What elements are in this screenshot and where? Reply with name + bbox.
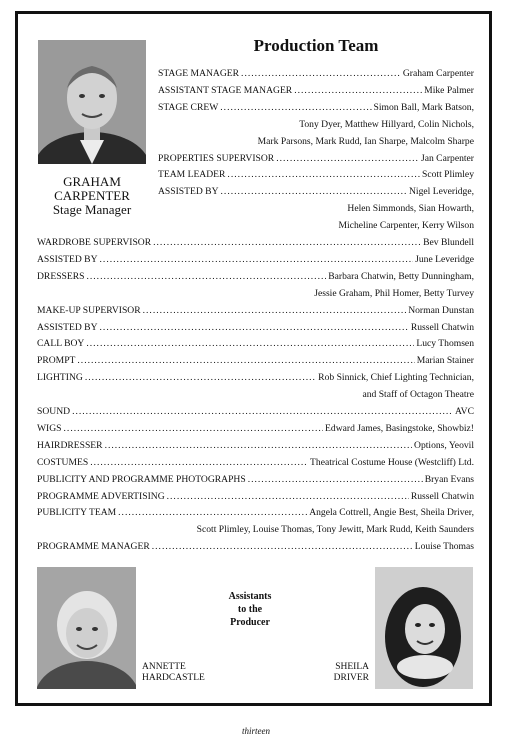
- credit-name: Scott Plimley: [422, 169, 474, 181]
- credit-role: PROGRAMME MANAGER: [37, 541, 150, 553]
- dot-leader: [221, 186, 407, 197]
- graham-first-name: GRAHAM: [63, 174, 121, 189]
- dot-leader: [241, 68, 401, 79]
- credit-name: June Leveridge: [415, 253, 474, 265]
- credit-name: Marian Stainer: [416, 355, 474, 367]
- credit-name-continued: Micheline Carpenter, Kerry Wilson: [338, 220, 474, 232]
- page-number: thirteen: [242, 726, 270, 736]
- credit-row: [37, 237, 474, 254]
- credit-name-continued: Jessie Graham, Phil Homer, Betty Turvey: [314, 287, 474, 299]
- assistants-heading: [205, 590, 295, 629]
- dot-leader: [90, 457, 308, 468]
- credit-name-continued: Helen Simmonds, Sian Howarth,: [347, 203, 474, 215]
- sheila-caption: [329, 662, 369, 684]
- dot-leader: [105, 440, 412, 451]
- credit-role: PROGRAMME ADVERTISING: [37, 490, 165, 502]
- credit-role: STAGE MANAGER: [158, 68, 240, 79]
- dot-leader: [152, 541, 413, 552]
- credit-row: [37, 440, 474, 457]
- credit-name-continued: Tony Dyer, Matthew Hillyard, Colin Nichols,: [299, 118, 474, 130]
- credit-name: Russell Chatwin: [410, 490, 474, 502]
- assistants-line-2: to the: [237, 604, 263, 615]
- credit-row: [37, 507, 474, 524]
- credit-role: ASSISTED BY: [37, 321, 98, 333]
- dot-leader: [100, 322, 409, 333]
- credit-role: PROMPT: [37, 355, 76, 367]
- credit-name-continued: Mark Parsons, Mark Rudd, Ian Sharpe, Malcolm Sharpe: [257, 135, 474, 147]
- credit-row: [158, 186, 474, 203]
- credit-name: Graham Carpenter: [402, 68, 474, 79]
- credit-role: PUBLICITY TEAM: [37, 507, 117, 519]
- credit-name: Angela Cottrell, Angie Best, Sheila Driver,: [309, 507, 474, 519]
- annette-first-name: ANNETTE: [142, 662, 186, 672]
- credit-role: PROPERTIES SUPERVISOR: [158, 152, 275, 164]
- dot-leader: [276, 153, 419, 164]
- credit-role: STAGE CREW: [158, 101, 219, 113]
- credit-row: [37, 423, 474, 440]
- credit-name: Options, Yeovil: [414, 439, 474, 451]
- annette-last-name: HARDCASTLE: [142, 673, 205, 683]
- dot-leader: [72, 406, 453, 417]
- portrait-annette-hardcastle: [37, 567, 136, 689]
- credit-row: [37, 474, 474, 491]
- sheila-first-name: SHEILA: [335, 662, 369, 672]
- credit-role: WARDROBE SUPERVISOR: [37, 237, 152, 248]
- assistants-line-3: Producer: [230, 617, 270, 628]
- credit-name: Russell Chatwin: [410, 321, 474, 333]
- sheila-last-name: DRIVER: [333, 673, 369, 683]
- dot-leader: [118, 507, 307, 518]
- credit-role: DRESSERS: [37, 270, 85, 282]
- credit-role: HAIRDRESSER: [37, 439, 103, 451]
- portrait-graham-carpenter: [38, 40, 146, 164]
- dot-leader: [77, 355, 414, 366]
- graham-last-name: CARPENTER: [54, 188, 130, 203]
- credit-role: ASSISTED BY: [158, 186, 219, 198]
- credit-role: TEAM LEADER: [158, 169, 226, 181]
- credit-row: [158, 85, 474, 102]
- dot-leader: [100, 254, 414, 265]
- dot-leader: [227, 169, 420, 180]
- credit-role: WIGS: [37, 422, 62, 434]
- credit-row: [158, 102, 474, 119]
- credit-name: Louise Thomas: [414, 541, 474, 553]
- credit-role: LIGHTING: [37, 372, 83, 384]
- graham-caption: [30, 175, 154, 217]
- credit-row: [37, 457, 474, 474]
- credit-row: [37, 271, 474, 288]
- dot-leader: [86, 271, 326, 282]
- credit-row: [37, 355, 474, 372]
- credit-row: [37, 406, 474, 423]
- graham-role: Stage Manager: [52, 202, 132, 217]
- dot-leader: [64, 423, 324, 434]
- dot-leader: [143, 305, 407, 316]
- dot-leader: [153, 237, 421, 248]
- credit-role: SOUND: [37, 406, 71, 417]
- credit-name: AVC: [454, 406, 474, 417]
- page-title: Production Team: [253, 36, 379, 55]
- credit-row: [37, 541, 474, 558]
- credit-name: Simon Ball, Mark Batson,: [373, 101, 474, 113]
- portrait-sheila-driver: [375, 567, 473, 689]
- credit-row: [37, 491, 474, 508]
- credit-name: Bryan Evans: [424, 473, 474, 485]
- credit-row: [37, 372, 474, 389]
- credit-name: Edward James, Basingstoke, Showbiz!: [325, 422, 474, 434]
- credit-row: [158, 153, 474, 170]
- assistants-line-1: Assistants: [228, 591, 272, 602]
- credit-role: ASSISTED BY: [37, 253, 98, 265]
- credit-name: Theatrical Costume House (Westcliff) Ltd.: [310, 456, 474, 468]
- credit-name-continued: Scott Plimley, Louise Thomas, Tony Jewitt, Mark Rudd, Keith Saunders: [196, 524, 474, 536]
- dot-leader: [167, 491, 409, 502]
- credit-role: ASSISTANT STAGE MANAGER: [158, 84, 293, 96]
- dot-leader: [248, 474, 423, 485]
- annette-caption: [142, 662, 205, 684]
- credit-row: [37, 254, 474, 271]
- credit-name: Nigel Leveridge,: [409, 186, 474, 198]
- credit-name: Mike Palmer: [424, 84, 474, 96]
- credit-name: Barbara Chatwin, Betty Dunningham,: [328, 270, 474, 282]
- credit-role: CALL BOY: [37, 338, 85, 350]
- credit-row: [37, 305, 474, 322]
- dot-leader: [86, 338, 414, 349]
- credit-row: [37, 338, 474, 355]
- credit-name: Norman Dunstan: [408, 304, 474, 316]
- credit-row: [158, 68, 474, 85]
- credit-name: Rob Sinnick, Chief Lighting Technician,: [318, 372, 474, 384]
- credit-role: MAKE-UP SUPERVISOR: [37, 304, 141, 316]
- dot-leader: [220, 102, 371, 113]
- dot-leader: [294, 85, 422, 96]
- credit-name: Jan Carpenter: [420, 152, 474, 164]
- credit-name: Lucy Thomsen: [416, 338, 474, 350]
- credit-row: [158, 169, 474, 186]
- credit-name: Bev Blundell: [423, 237, 474, 248]
- credit-name-continued: and Staff of Octagon Theatre: [362, 389, 474, 401]
- credit-role: PUBLICITY AND PROGRAMME PHOTOGRAPHS: [37, 473, 246, 485]
- dot-leader: [85, 372, 316, 383]
- credit-row: [37, 322, 474, 339]
- credit-role: COSTUMES: [37, 456, 89, 468]
